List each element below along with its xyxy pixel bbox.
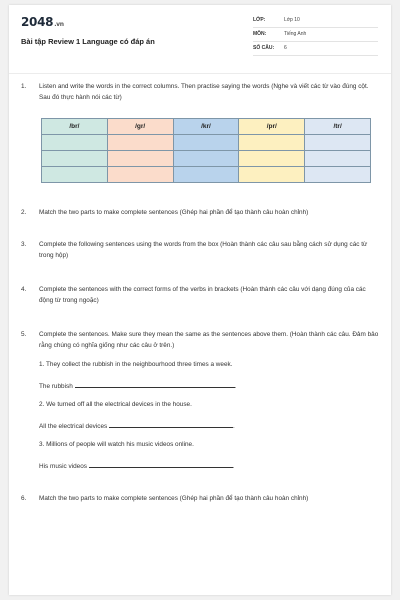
q5-prompt-2: [39, 421, 235, 430]
meta-count-label: SỐ CÂU:: [253, 45, 275, 51]
column-header-kr: /kr/: [173, 119, 239, 135]
table-cell[interactable]: [107, 135, 173, 151]
prompt-end: .: [232, 423, 235, 430]
sound-table-header-row: [42, 119, 371, 135]
column-header-pr: /pr/: [239, 119, 305, 135]
q5-sentence-1: 1. They collect the rubbish in the neighbourhood three times a week.: [39, 361, 233, 368]
question-number: 4.: [21, 286, 27, 293]
document-title: Bài tập Review 1 Language có đáp án: [21, 37, 155, 46]
table-cell[interactable]: [173, 135, 239, 151]
table-cell[interactable]: [173, 151, 239, 167]
answer-blank[interactable]: [89, 461, 233, 468]
meta-count-row: [253, 43, 378, 56]
prompt-end: .: [232, 463, 235, 470]
table-cell[interactable]: [305, 151, 371, 167]
meta-class-row: [253, 15, 378, 28]
table-cell[interactable]: [239, 167, 305, 183]
column-header-tr: /tr/: [305, 119, 371, 135]
table-cell[interactable]: [173, 167, 239, 183]
prompt-end: .: [234, 383, 237, 390]
meta-subject-label: MÔN:: [253, 31, 267, 37]
answer-blank[interactable]: [109, 421, 233, 428]
header-divider: [9, 73, 391, 74]
question-number: 2.: [21, 209, 27, 216]
table-cell[interactable]: [305, 135, 371, 151]
prompt-text: His music videos: [39, 463, 87, 470]
question-text: Match the two parts to make complete sentences (Ghép hai phần để tạo thành câu hoàn chỉnh): [39, 209, 309, 216]
question-text: Complete the following sentences using the words from the box (Hoàn thành các câu sau bằng cách sử dụng các từ trong hộp): [39, 241, 368, 259]
column-header-br: /br/: [42, 119, 108, 135]
table-cell[interactable]: [107, 151, 173, 167]
question-number: 5.: [21, 331, 27, 338]
sound-table: [41, 118, 371, 183]
meta-subject-row: [253, 29, 378, 42]
question-text: Match the two parts to make complete sentences (Ghép hai phần để tạo thành câu hoàn chỉnh): [39, 495, 309, 502]
site-logo[interactable]: [21, 15, 64, 29]
table-row: [42, 167, 371, 183]
question-number: 1.: [21, 83, 27, 90]
question-text: Complete the sentences. Make sure they mean the same as the sentences above them. (Hoàn thành các câu. Đảm bảo rằng chúng có nghĩa giống như các câu ở trên.): [39, 331, 379, 349]
page-header: [9, 5, 391, 65]
q5-sentence-3: 3. Millions of people will watch his music videos online.: [39, 441, 194, 448]
answer-blank[interactable]: [75, 381, 235, 388]
question-number: 6.: [21, 495, 27, 502]
question-number: 3.: [21, 241, 27, 248]
table-cell[interactable]: [42, 135, 108, 151]
table-cell[interactable]: [239, 135, 305, 151]
table-row: [42, 151, 371, 167]
meta-class-label: LỚP:: [253, 17, 266, 23]
logo-text: 2048: [21, 15, 54, 29]
q5-prompt-1: [39, 381, 236, 390]
q5-prompt-3: [39, 461, 235, 470]
meta-class-value: Lớp 10: [284, 17, 300, 23]
table-cell[interactable]: [107, 167, 173, 183]
table-cell[interactable]: [42, 167, 108, 183]
question-text: Complete the sentences with the correct forms of the verbs in brackets (Hoàn thành các câu với dạng đúng của các động từ trong ngoặc): [39, 286, 366, 304]
worksheet-page: [9, 5, 391, 595]
question-text: Listen and write the words in the correct columns. Then practise saying the words (Nghe và viết các từ vào đúng cột. Sau đó thực hành nói các từ): [39, 83, 369, 101]
meta-count-value: 6: [284, 45, 287, 51]
prompt-text: All the electrical devices: [39, 423, 108, 430]
table-cell[interactable]: [239, 151, 305, 167]
prompt-text: The rubbish: [39, 383, 73, 390]
meta-subject-value: Tiếng Anh: [284, 31, 307, 37]
table-row: [42, 135, 371, 151]
q5-sentence-2: 2. We turned off all the electrical devices in the house.: [39, 401, 192, 408]
table-cell[interactable]: [305, 167, 371, 183]
logo-domain: .vn: [54, 21, 64, 28]
table-cell[interactable]: [42, 151, 108, 167]
column-header-gr: /gr/: [107, 119, 173, 135]
